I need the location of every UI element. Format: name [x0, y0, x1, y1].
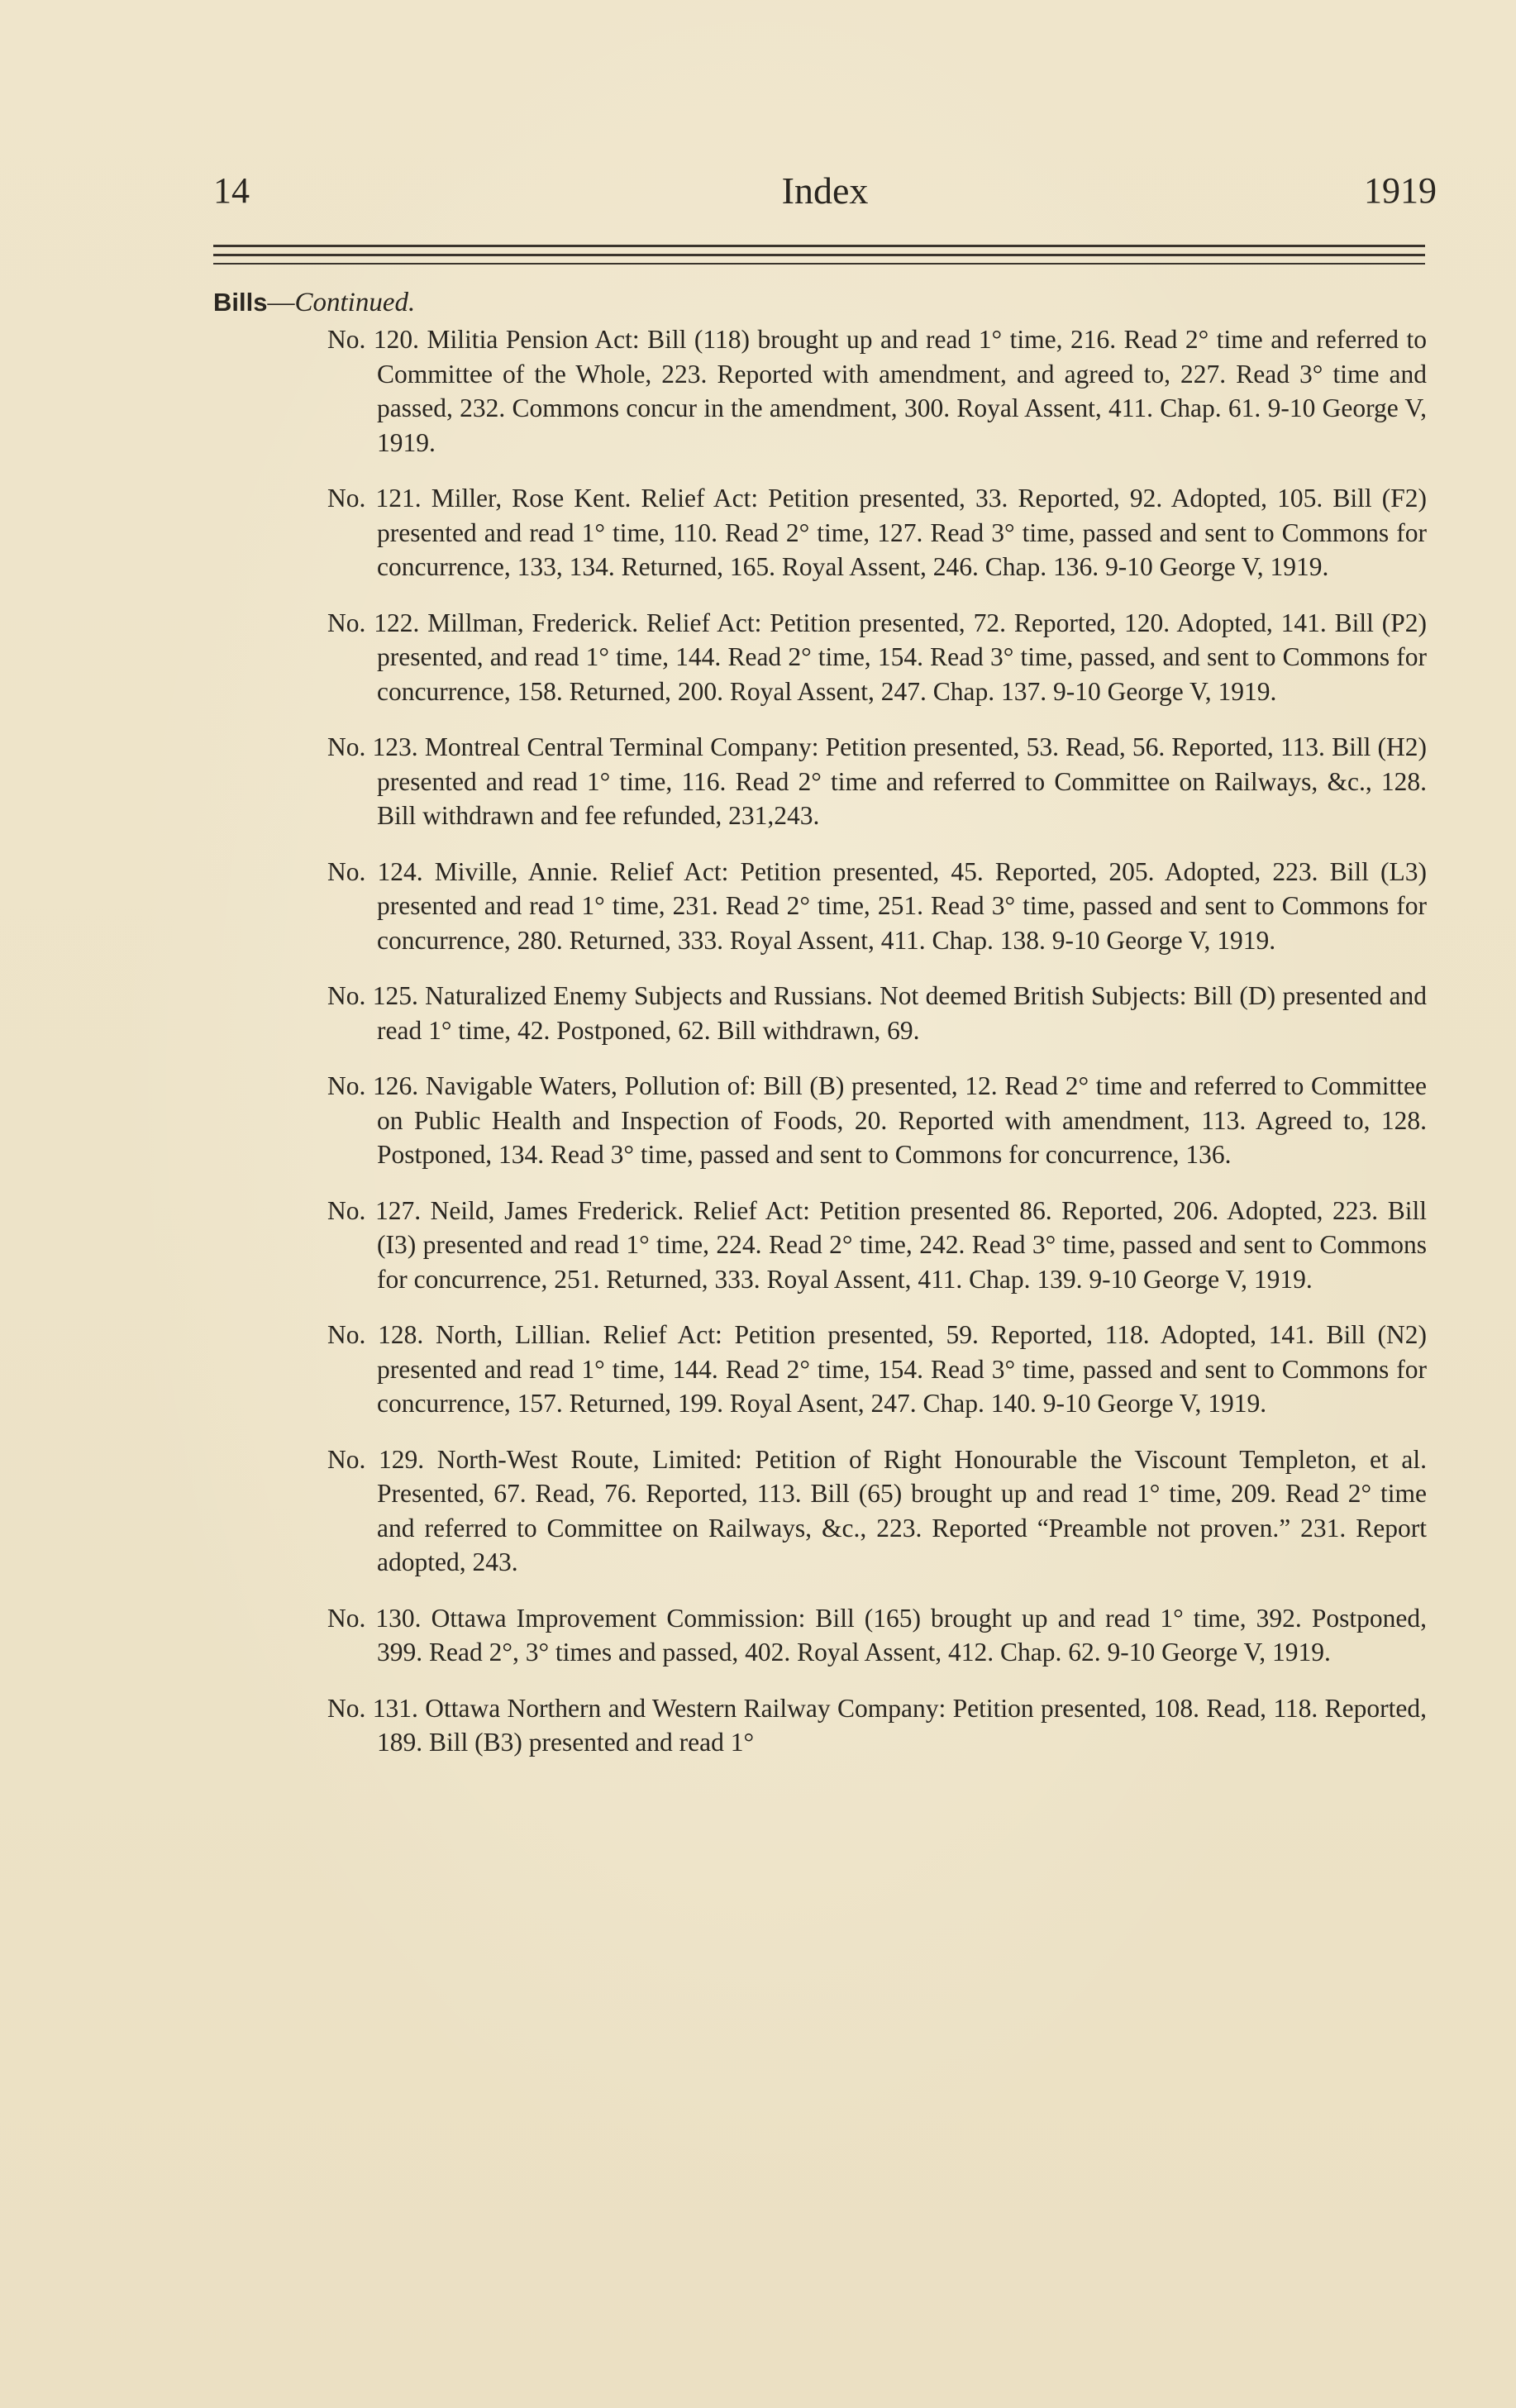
header-rule-middle	[213, 254, 1425, 256]
section-heading-dash: —	[267, 288, 295, 317]
header-rule-top	[213, 245, 1425, 247]
index-entry-126: No. 126. Navigable Waters, Pollution of: Bill (B) presented, 12. Read 2° time and referred to Committee on Public Health and Inspection of Foods, 20. Reported with amendment, 113. Agreed to, 128. Postponed, 134. Read 3° time, passed and sent to Commons for concurrence, 136.	[327, 1071, 1427, 1169]
index-entry-120: No. 120. Militia Pension Act: Bill (118) brought up and read 1° time, 216. Read 2° time and referred to Committee of the Whole, 223. Reported with amendment, and agreed to, 227. Read 3° time and passed, 232. Commons concur in the amendment, 300. Royal Assent, 411. Chap. 61. 9-10 George V, 1919.	[327, 325, 1427, 457]
page-number: 14	[213, 170, 250, 211]
index-entry-122: No. 122. Millman, Frederick. Relief Act: Petition presented, 72. Reported, 120. Adopted, 141. Bill (P2) presented, and read 1° time, 144. Read 2° time, 154. Read 3° time, passed, and sent to Commons for concurrence, 158. Returned, 200. Royal Assent, 247. Chap. 137. 9-10 George V, 1919.	[327, 608, 1427, 706]
page-year: 1919	[1364, 170, 1437, 211]
header-rule-bottom	[213, 263, 1425, 265]
page-title: Index	[781, 169, 869, 212]
page-header	[213, 162, 1437, 220]
index-entry-125: No. 125. Naturalized Enemy Subjects and Russians. Not deemed British Subjects: Bill (D) presented and read 1° time, 42. Postponed, 62. Bill withdrawn, 69.	[327, 981, 1427, 1045]
index-content	[213, 284, 1427, 1781]
index-entry-123: No. 123. Montreal Central Terminal Company: Petition presented, 53. Read, 56. Reported, 113. Bill (H2) presented and read 1° time, 116. Read 2° time and referred to Committee on Railways, &c., 128. Bill withdrawn and fee refunded, 231,243.	[327, 732, 1427, 830]
section-heading-continued: Continued.	[294, 288, 416, 317]
index-entry-121: No. 121. Miller, Rose Kent. Relief Act: Petition presented, 33. Reported, 92. Adopted, 105. Bill (F2) presented and read 1° time, 110. Read 2° time, 127. Read 3° time, passed and sent to Commons for concurrence, 133, 134. Returned, 165. Royal Assent, 246. Chap. 136. 9-10 George V, 1919.	[327, 484, 1427, 581]
index-entry-128: No. 128. North, Lillian. Relief Act: Petition presented, 59. Reported, 118. Adopted, 141. Bill (N2) presented and read 1° time, 144. Read 2° time, 154. Read 3° time, passed and sent to Commons for concurrence, 157. Returned, 199. Royal Asent, 247. Chap. 140. 9-10 George V, 1919.	[327, 1320, 1427, 1418]
index-entry-127: No. 127. Neild, James Frederick. Relief Act: Petition presented 86. Reported, 206. Adopted, 223. Bill (I3) presented and read 1° time, 224. Read 2° time, 242. Read 3° time, passed and sent to Commons for concurrence, 251. Returned, 333. Royal Assent, 411. Chap. 139. 9-10 George V, 1919.	[327, 1195, 1427, 1294]
section-heading-bills: Bills	[213, 288, 268, 317]
index-entry-129: No. 129. North-West Route, Limited: Petition of Right Honourable the Viscount Templeton, et al. Presented, 67. Read, 76. Reported, 113. Bill (65) brought up and read 1° time, 209. Read 2° time and referred to Committee on Railways, &c., 223. Reported “Preamble not proven.” 231. Report adopted, 243.	[327, 1444, 1427, 1576]
index-entry-130: No. 130. Ottawa Improvement Commission: Bill (165) brought up and read 1° time, 392. Postponed, 399. Read 2°, 3° times and passed, 402. Royal Assent, 412. Chap. 62. 9-10 George V, 1919.	[327, 1603, 1427, 1667]
index-entry-124: No. 124. Miville, Annie. Relief Act: Petition presented, 45. Reported, 205. Adopted, 223. Bill (L3) presented and read 1° time, 231. Read 2° time, 251. Read 3° time, passed and sent to Commons for concurrence, 280. Returned, 333. Royal Assent, 411. Chap. 138. 9-10 George V, 1919.	[327, 856, 1427, 955]
index-entry-131: No. 131. Ottawa Northern and Western Railway Company: Petition presented, 108. Read, 118. Reported, 189. Bill (B3) presented and read 1°	[327, 1693, 1427, 1757]
section-heading	[213, 284, 1427, 321]
